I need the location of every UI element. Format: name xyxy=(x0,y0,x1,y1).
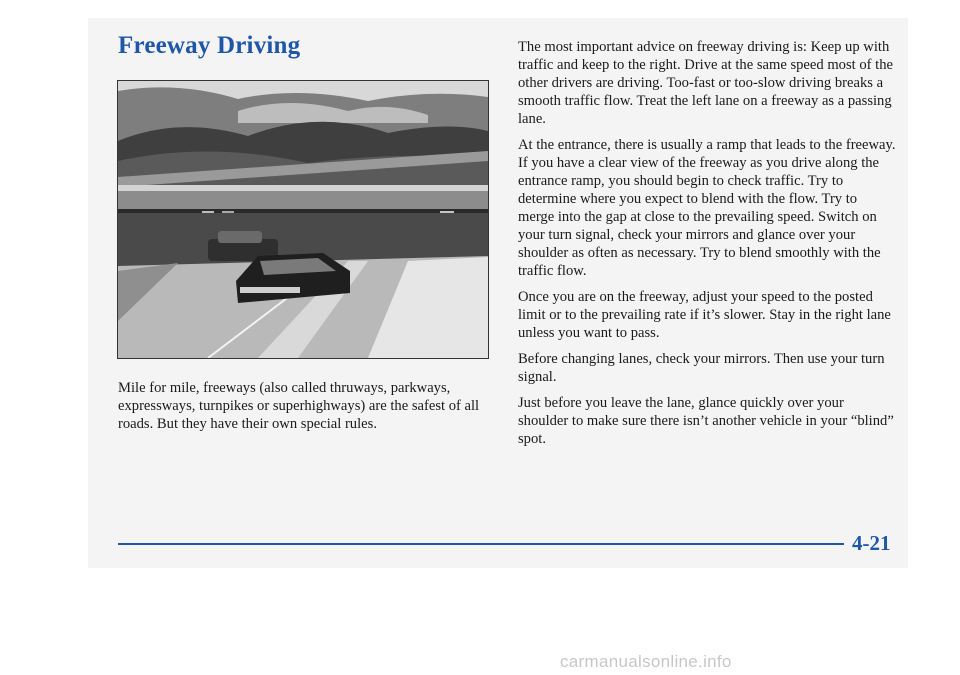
paragraph-on-freeway: Once you are on the freeway, adjust your speed to the posted limit or to the prevailing rate if it’s slower. Stay in the right lane unless you want to pass. xyxy=(518,289,891,341)
overpass-rail xyxy=(118,185,488,191)
overpass-shadow xyxy=(118,209,488,213)
watermark: carmanualsonline.info xyxy=(560,652,732,671)
paragraph-entrance: At the entrance, there is usually a ramp that leads to the freeway. If you have a clear view of the freeway as you drive along the entrance ramp, you should begin to check traffic. Try to determine where you expect to blend with the flow. Try to merge into the gap at close to the prevailing speed. Switch on your turn signal, check your mirrors and glance over your shoulder as often as necessary. Try to blend smoothly with the traffic flow. xyxy=(518,137,896,279)
car-window xyxy=(218,231,262,243)
paragraph-changing-lanes: Before changing lanes, check your mirrors. Then use your turn signal. xyxy=(518,351,885,385)
advice-column xyxy=(518,38,896,456)
footer-rule xyxy=(118,543,844,545)
paragraph-keep-right: The most important advice on freeway driving is: Keep up with traffic and keep to the right. Drive at the same speed most of the other drivers are driving. Too-fast or too-slow driving breaks a smooth traffic flow. Treat the left lane on a freeway as a passing lane. xyxy=(518,39,893,127)
freeway-scene xyxy=(118,81,488,358)
intro-paragraph: Mile for mile, freeways (also called thruways, parkways, expressways, turnpikes or superhighways) are the safest of all roads. But they have their own special rules. xyxy=(118,380,480,432)
page-title: Freeway Driving xyxy=(118,32,301,59)
overpass-deck xyxy=(118,189,488,211)
paragraph-blind-spot: Just before you leave the lane, glance quickly over your shoulder to make sure there isn’t another vehicle in your “blind” spot. xyxy=(518,395,894,447)
freeway-illustration xyxy=(117,80,489,359)
page-number: 4-21 xyxy=(852,531,891,555)
car-bumper xyxy=(240,287,300,293)
